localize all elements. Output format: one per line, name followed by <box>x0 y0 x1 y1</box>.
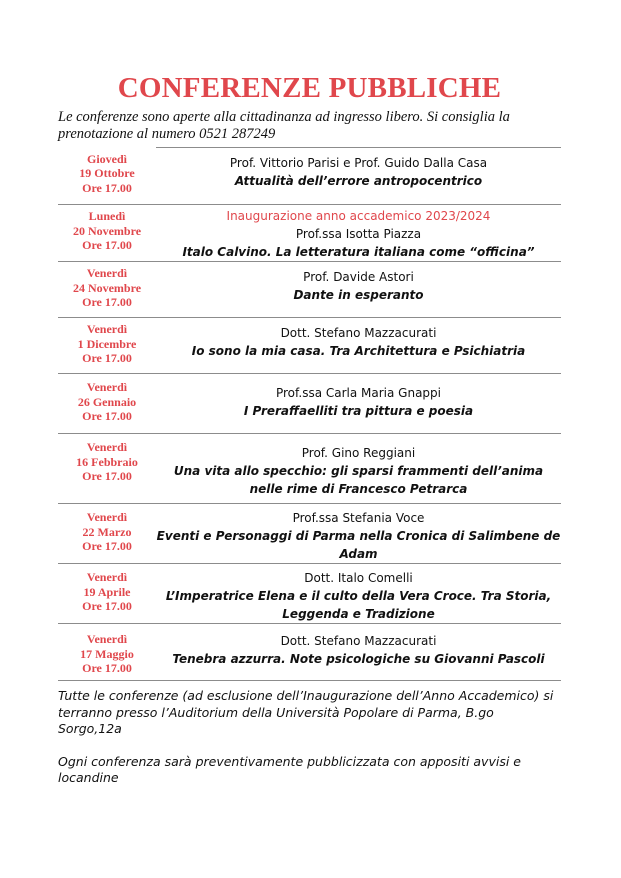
event-date: 26 Gennaio <box>77 394 137 409</box>
event-time: Ore 17.00 <box>82 661 132 675</box>
table-row <box>58 374 561 434</box>
page-title: CONFERENZE PUBBLICHE <box>117 72 502 104</box>
event-time: Ore 17.00 <box>82 599 132 613</box>
event-date: 20 Novembre <box>72 223 142 238</box>
event-date: 24 Novembre <box>72 280 142 295</box>
event-desc-cell <box>156 564 561 624</box>
publicity-note: Ogni conferenza sarà preventivamente pubblicizzata con appositi avvisi e locandine <box>58 753 521 785</box>
event-day: Venerdì <box>86 266 128 280</box>
event-time: Ore 17.00 <box>82 469 132 483</box>
event-time: Ore 17.00 <box>82 180 132 195</box>
table-row <box>58 262 561 318</box>
event-desc-cell <box>156 205 561 262</box>
event-day: Venerdì <box>86 570 128 584</box>
event-time: Ore 17.00 <box>82 351 132 365</box>
table-row <box>58 504 561 564</box>
event-date-cell <box>58 624 156 681</box>
event-time: Ore 17.00 <box>82 409 132 423</box>
table-row <box>58 434 561 504</box>
event-desc-cell <box>156 262 561 318</box>
event-date-cell <box>58 262 156 318</box>
event-talk: Io sono la mia casa. Tra Architettura e Psichiatria <box>191 344 526 358</box>
intro-text: Le conferenze sono aperte alla cittadinanza ad ingresso libero. Si consiglia la prenotazione al numero 0521 287249 <box>58 109 510 142</box>
table-row <box>58 564 561 624</box>
event-talk: L’Imperatrice Elena e il culto della Vera Croce. Tra Storia, Leggenda e Tradizione <box>165 589 552 621</box>
event-speaker: Dott. Italo Comelli <box>304 571 413 585</box>
event-date: 22 Marzo <box>82 524 132 539</box>
event-date-cell <box>58 374 156 434</box>
event-date-cell <box>58 504 156 564</box>
event-date-cell <box>58 434 156 504</box>
event-date: 1 Dicembre <box>77 336 137 351</box>
event-talk: Italo Calvino. La letteratura italiana come “officina” <box>182 245 535 259</box>
event-day: Venerdì <box>86 322 128 336</box>
event-desc-cell <box>156 148 561 205</box>
footer-notes <box>58 688 561 787</box>
event-date: 19 Ottobre <box>79 166 135 180</box>
event-desc-cell <box>156 374 561 434</box>
event-talk: I Preraffaelliti tra pittura e poesia <box>243 404 474 418</box>
event-day: Venerdì <box>86 440 128 454</box>
event-speaker: Prof.ssa Carla Maria Gnappi <box>275 386 441 400</box>
table-row <box>58 624 561 681</box>
event-date: 16 Febbraio <box>76 454 138 469</box>
event-day: Venerdì <box>86 380 128 394</box>
table-row <box>58 318 561 374</box>
event-talk: Eventi e Personaggi di Parma nella Cronica di Salimbene de Adam <box>156 529 561 561</box>
event-desc-cell <box>156 434 561 504</box>
event-desc-cell <box>156 318 561 374</box>
event-talk: Tenebra azzurra. Note psicologiche su Giovanni Pascoli <box>172 652 545 666</box>
event-date-cell <box>58 318 156 374</box>
event-day: Venerdì <box>86 510 128 524</box>
event-day: Lunedì <box>88 209 126 223</box>
event-desc-cell <box>156 624 561 681</box>
event-speaker: Prof. Davide Astori <box>303 270 414 284</box>
event-day: Venerdì <box>86 632 128 646</box>
event-speaker: Dott. Stefano Mazzacurati <box>280 326 437 340</box>
event-talk: Attualità dell’errore antropocentrico <box>234 174 483 188</box>
event-time: Ore 17.00 <box>82 238 132 252</box>
event-speaker: Prof.ssa Stefania Voce <box>292 511 425 525</box>
document-page <box>58 70 561 803</box>
event-desc-cell <box>156 504 561 564</box>
event-date-cell <box>58 564 156 624</box>
event-speaker: Prof. Vittorio Parisi e Prof. Guido Dalla Casa <box>229 156 488 170</box>
event-date: 19 Aprile <box>83 584 131 599</box>
event-date-cell <box>58 205 156 262</box>
event-day: Giovedì <box>86 151 127 166</box>
event-time: Ore 17.00 <box>82 539 132 553</box>
venue-note: Tutte le conferenze (ad esclusione dell’Inaugurazione dell’Anno Accademico) si terranno presso l’Auditorium della Università Popolare di Parma, B.go Sorgo,12a <box>58 688 554 736</box>
table-row <box>58 205 561 262</box>
event-note: Inaugurazione anno accademico 2023/2024 <box>226 209 491 223</box>
event-date-cell <box>58 148 156 205</box>
event-date: 17 Maggio <box>80 646 134 661</box>
event-talk: Dante in esperanto <box>293 288 424 302</box>
event-talk: Una vita allo specchio: gli sparsi frammenti dell’anima nelle rime di Francesco Petrarca <box>173 464 544 496</box>
events-table <box>58 147 561 681</box>
table-row <box>58 148 561 205</box>
event-speaker: Prof. Gino Reggiani <box>301 446 416 460</box>
event-speaker: Dott. Stefano Mazzacurati <box>280 634 437 648</box>
event-speaker: Prof.ssa Isotta Piazza <box>295 227 422 241</box>
event-time: Ore 17.00 <box>82 295 132 309</box>
